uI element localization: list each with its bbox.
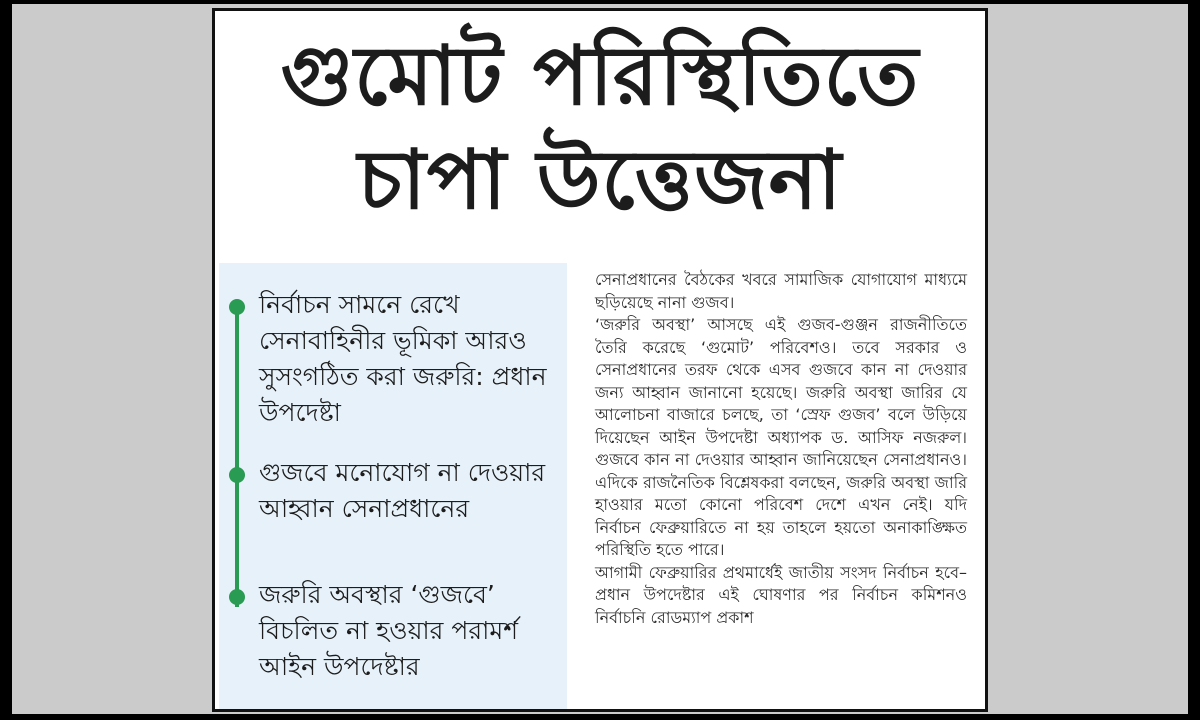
highlight-text: জরুরি অবস্থার ‘গুজবে’ বিচলিত না হওয়ার পরামর্শ আইন উপদেষ্টার (259, 580, 519, 681)
frame-left-border (0, 0, 12, 720)
body-paragraph: আগামী ফেব্রুয়ারির প্রথমার্ধেই জাতীয় সংসদ নির্বাচন হবে– প্রধান উপদেষ্টার এই ঘোষণার পর নির্বাচন কমিশনও নির্বাচনি রোডম্যাপ প্রকাশ (595, 562, 967, 627)
headline (215, 25, 985, 233)
body-paragraph: ‘জরুরি অবস্থা’ আসছে এই গুজব-গুঞ্জন রাজনীতিতে তৈরি করেছে ‘গুমোট’ পরিবেশও। তবে সরকার ও সেনাপ্রধানের তরফ থেকে এসব গুজবে কান না দেওয়ার জন্য আহ্বান জানানো হয়েছে। জরুরি অবস্থা জারির যে আলোচনা বাজারে চলছে, তা ‘স্রেফ গুজব’ বলে উড়িয়ে দিয়েছেন আইন উপদেষ্টা অধ্যাপক ড. আসিফ নজরুল। গুজবে কান না দেওয়ার আহ্বান জানিয়েছেন সেনাপ্রধানও। এদিকে রাজনৈতিক বিশ্লেষকরা বলছেন, জরুরি অবস্থা জারি হাওয়ার মতো কোনো পরিবেশ দেশে এখন নেই। যদি নির্বাচন ফেব্রুয়ারিতে না হয় তাহলে হয়তো অনাকাঙ্ক্ষিত পরিস্থিতি হতে পারে। (595, 315, 967, 559)
article-body (595, 269, 967, 629)
highlights-timeline-line (235, 307, 239, 607)
frame-right-border (1188, 0, 1200, 720)
newspaper-clipping (212, 8, 988, 712)
bullet-dot-icon (229, 589, 245, 605)
highlights-box (219, 263, 567, 712)
highlight-text: গুজবে মনোযোগ না দেওয়ার আহ্বান সেনাপ্রধানের (259, 458, 546, 523)
bullet-dot-icon (229, 299, 245, 315)
frame-top-border (0, 0, 1200, 4)
highlight-text: নির্বাচন সামনে রেখে সেনাবাহিনীর ভূমিকা আরও সুসংগঠিত করা জরুরি: প্রধান উপদেষ্টা (259, 290, 547, 427)
bullet-dot-icon (229, 467, 245, 483)
frame-bottom-border (0, 714, 1200, 720)
headline-line-1: গুমোট পরিস্থিতিতে (280, 29, 920, 124)
body-paragraph: সেনাপ্রধানের বৈঠকের খবরে সামাজিক যোগাযোগ মাধ্যমে ছড়িয়েছে নানা গুজব। (595, 270, 967, 312)
headline-line-2: চাপা উত্তেজনা (357, 133, 843, 228)
